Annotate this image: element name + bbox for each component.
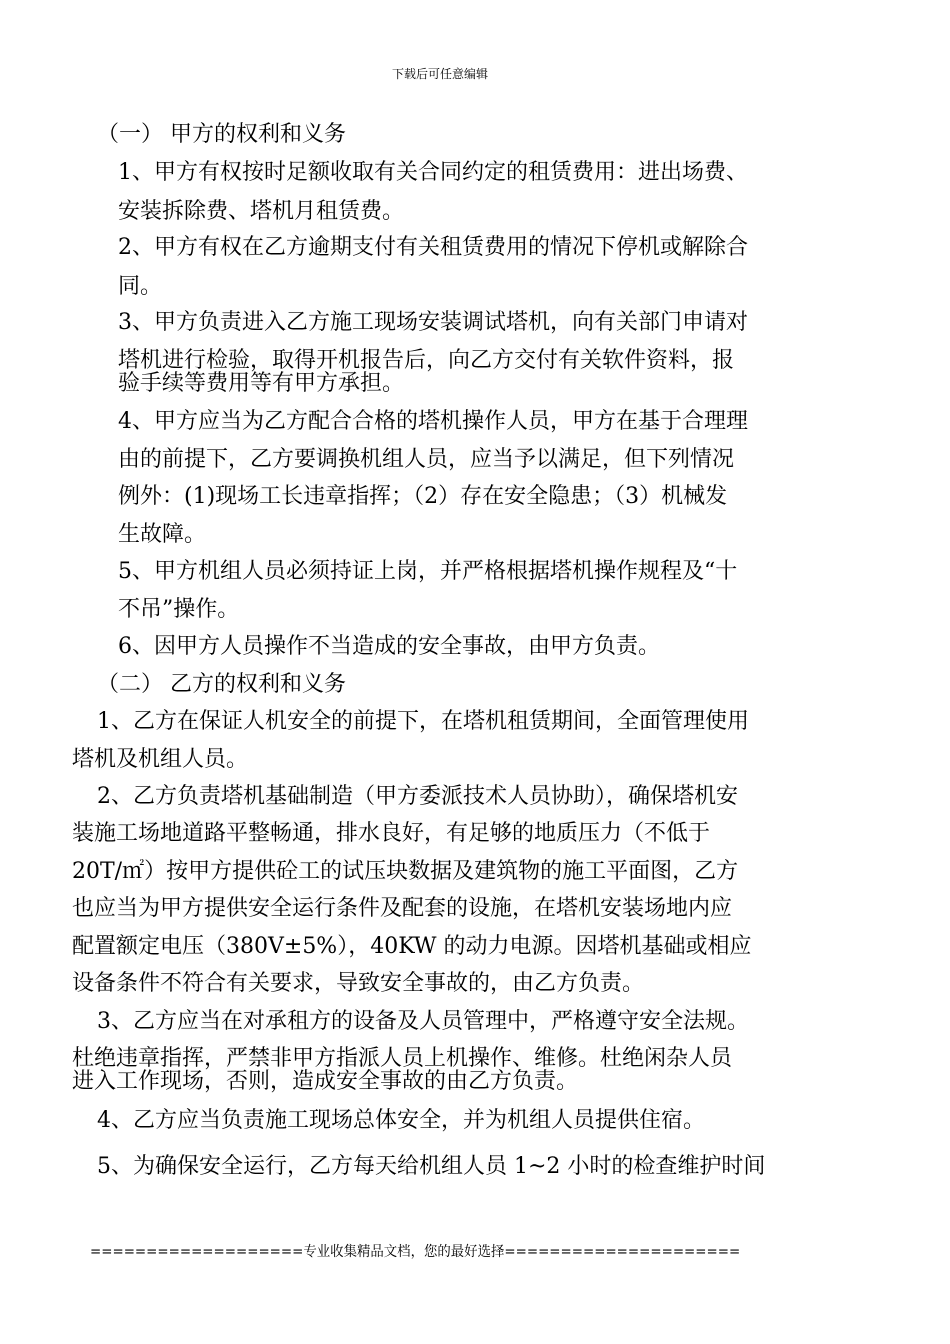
paragraph-line: 2、乙方负责塔机基础制造（甲方委派技术人员协助），确保塔机安	[97, 784, 738, 809]
paragraph-line: 例外：(1)现场工长违章指挥；（2）存在安全隐患；（3）机械发	[118, 484, 728, 509]
footer-line: ===================专业收集精品文档，您的最好选择=====================	[90, 1244, 741, 1260]
paragraph-line: 装施工场地道路平整畅通，排水良好，有足够的地质压力（不低于	[72, 821, 711, 846]
paragraph-line: 设备条件不符合有关要求，导致安全事故的，由乙方负责。	[72, 971, 645, 996]
paragraph-line: 安装拆除费、塔机月租赁费。	[118, 199, 405, 224]
paragraph-line: 4、甲方应当为乙方配合合格的塔机操作人员，甲方在基于合理理	[118, 409, 748, 434]
paragraph-line: 生故障。	[118, 522, 207, 547]
paragraph-line: 塔机及机组人员。	[72, 747, 249, 772]
paragraph-line: 4、乙方应当负责施工现场总体安全，并为机组人员提供住宿。	[97, 1108, 705, 1133]
section-heading: （一） 甲方的权利和义务	[97, 122, 346, 147]
paragraph-line: 2、甲方有权在乙方逾期支付有关租赁费用的情况下停机或解除合	[118, 235, 748, 260]
paragraph-line: 6、因甲方人员操作不当造成的安全事故，由甲方负责。	[118, 634, 660, 659]
header-note: 下载后可任意编辑	[391, 67, 488, 81]
paragraph-line: 进入工作现场，否则，造成安全事故的由乙方负责。	[72, 1069, 579, 1094]
paragraph-line: 杜绝违章指挥，严禁非甲方指派人员上机操作、维修。杜绝闲杂人员	[72, 1046, 733, 1071]
paragraph-line: 不吊”操作。	[118, 597, 240, 622]
paragraph-line: 20T/㎡）按甲方提供砼工的试压块数据及建筑物的施工平面图，乙方	[72, 859, 739, 884]
paragraph-line: 也应当为甲方提供安全运行条件及配套的设施，在塔机安装场地内应	[72, 896, 733, 921]
section-heading: （二） 乙方的权利和义务	[97, 672, 346, 697]
paragraph-line: 同。	[118, 274, 163, 299]
paragraph-line: 5、甲方机组人员必须持证上岗，并严格根据塔机操作规程及“十	[118, 559, 738, 584]
paragraph-line: 1、甲方有权按时足额收取有关合同约定的租赁费用：进出场费、	[118, 160, 748, 185]
paragraph-line: 1、乙方在保证人机安全的前提下，在塔机租赁期间，全面管理使用	[97, 709, 749, 734]
paragraph-line: 配置额定电压（380V±5%），40KW 的动力电源。因塔机基础或相应	[72, 934, 752, 959]
paragraph-line: 3、甲方负责进入乙方施工现场安装调试塔机，向有关部门申请对	[118, 310, 748, 335]
paragraph-line: 塔机进行检验，取得开机报告后，向乙方交付有关软件资料，报	[118, 348, 735, 373]
paragraph-line: 3、乙方应当在对承租方的设备及人员管理中，严格遵守安全法规。	[97, 1009, 749, 1034]
paragraph-line: 5、为确保安全运行，乙方每天给机组人员 1~2 小时的检查维护时间	[97, 1154, 766, 1179]
paragraph-line: 验手续等费用等有甲方承担。	[118, 371, 405, 396]
paragraph-line: 由的前提下，乙方要调换机组人员，应当予以满足，但下列情况	[118, 447, 735, 472]
